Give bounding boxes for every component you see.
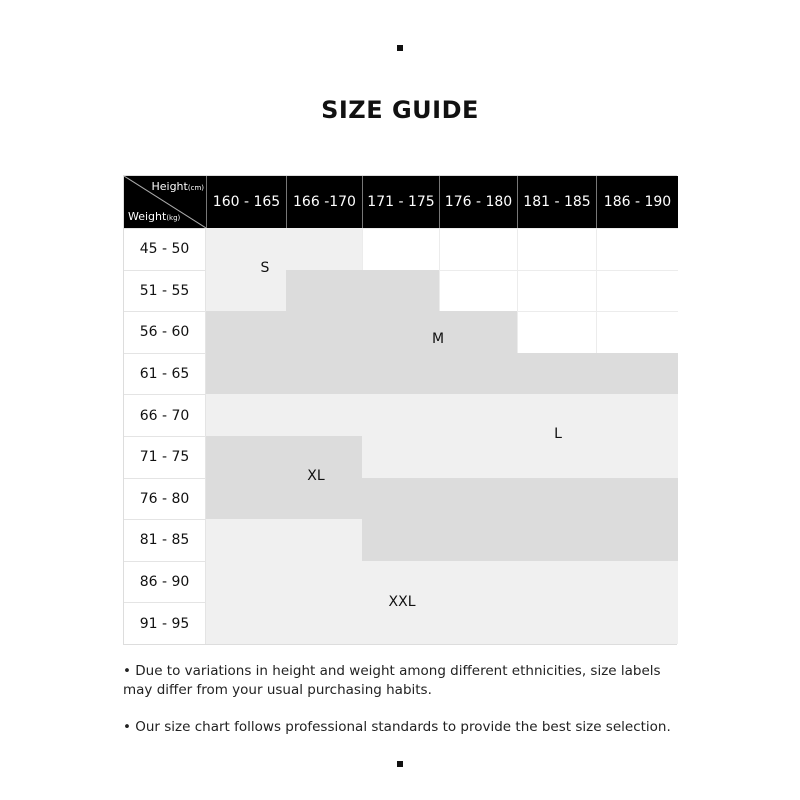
size-cell-xxl [517, 561, 596, 603]
size-cell-l [596, 394, 678, 436]
corner-header [124, 176, 206, 228]
height-col-header: 176 - 180 [439, 176, 517, 228]
size-cell-xxl [286, 519, 362, 561]
height-col-header: 186 - 190 [596, 176, 678, 228]
size-cell-xxl [596, 561, 678, 603]
size-cell-xl [362, 519, 439, 561]
size-cell-m [286, 311, 362, 353]
weight-text: Weight [128, 210, 167, 223]
size-cell-m [362, 270, 439, 312]
empty-cell [596, 228, 678, 270]
empty-cell [362, 228, 439, 270]
size-cell-xl [362, 478, 439, 520]
size-cell-m [362, 353, 439, 395]
weight-row-header: 71 - 75 [124, 436, 206, 478]
size-cell-xxl [286, 561, 362, 603]
size-cell-xl [206, 436, 286, 478]
weight-row-header: 51 - 55 [124, 270, 206, 312]
bottom-bullet [397, 761, 403, 767]
weight-unit: (kg) [166, 214, 181, 222]
size-cell-xl [439, 478, 517, 520]
size-cell-xl [439, 519, 517, 561]
size-cell-s [286, 228, 362, 270]
size-cell-l [517, 436, 596, 478]
size-cell-xxl [439, 602, 517, 644]
size-cell-xl [596, 519, 678, 561]
height-col-header: 166 -170 [286, 176, 362, 228]
size-cell-xxl [206, 602, 286, 644]
weight-row-header: 66 - 70 [124, 394, 206, 436]
empty-cell [596, 270, 678, 312]
weight-row-header: 91 - 95 [124, 602, 206, 644]
size-cell-l [362, 436, 439, 478]
empty-cell [439, 270, 517, 312]
weight-row-header: 81 - 85 [124, 519, 206, 561]
size-cell-xxl [596, 602, 678, 644]
size-cell-xxl [206, 561, 286, 603]
weight-row-header: 86 - 90 [124, 561, 206, 603]
weight-row-header: 45 - 50 [124, 228, 206, 270]
size-cell-m [439, 311, 517, 353]
weight-row-header: 76 - 80 [124, 478, 206, 520]
size-cell-xl [206, 478, 286, 520]
size-cell-m [596, 353, 678, 395]
top-bullet [397, 45, 403, 51]
size-cell-m [206, 353, 286, 395]
size-cell-m [206, 311, 286, 353]
empty-cell [517, 228, 596, 270]
weight-label [128, 210, 180, 223]
size-cell-xxl [286, 602, 362, 644]
size-cell-xl [517, 478, 596, 520]
size-cell-xl [596, 478, 678, 520]
size-cell-xxl [206, 519, 286, 561]
height-label [151, 180, 204, 193]
size-cell-s [206, 228, 286, 270]
note-ethnicity: • Due to variations in height and weight among different ethnicities, size labels may differ from your usual purchasing habits. [123, 663, 661, 698]
empty-cell [517, 270, 596, 312]
height-col-header: 181 - 185 [517, 176, 596, 228]
size-cell-xxl [517, 602, 596, 644]
size-cell-l [439, 394, 517, 436]
size-cell-l [596, 436, 678, 478]
size-cell-m [286, 270, 362, 312]
size-cell-m [517, 353, 596, 395]
size-label-l: L [554, 426, 562, 442]
height-col-header: 160 - 165 [206, 176, 286, 228]
size-cell-l [206, 394, 286, 436]
height-col-header: 171 - 175 [362, 176, 439, 228]
note-standards: • Our size chart follows professional standards to provide the best size selection. [123, 719, 671, 735]
size-label-s: S [260, 260, 270, 276]
empty-cell [439, 228, 517, 270]
size-cell-m [286, 353, 362, 395]
weight-row-header: 61 - 65 [124, 353, 206, 395]
size-table [123, 175, 677, 645]
size-cell-s [206, 270, 286, 312]
size-label-xxl: XXL [388, 594, 416, 610]
size-label-xl: XL [307, 468, 325, 484]
page-title: SIZE GUIDE [321, 96, 479, 124]
size-cell-l [286, 394, 362, 436]
size-label-m: M [431, 331, 445, 347]
size-cell-xxl [439, 561, 517, 603]
height-text: Height [151, 180, 188, 193]
weight-row-header: 56 - 60 [124, 311, 206, 353]
size-cell-m [362, 311, 439, 353]
size-cell-l [362, 394, 439, 436]
height-unit: (cm) [187, 184, 204, 192]
empty-cell [517, 311, 596, 353]
size-cell-m [439, 353, 517, 395]
size-cell-xl [517, 519, 596, 561]
empty-cell [596, 311, 678, 353]
size-cell-l [439, 436, 517, 478]
